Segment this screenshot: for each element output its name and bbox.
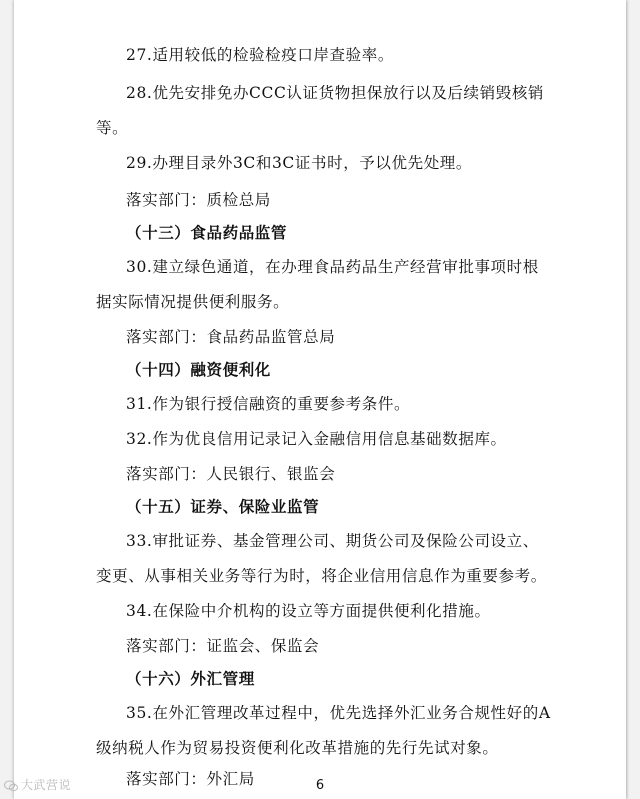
- item-31: 31.作为银行授信融资的重要参考条件。: [126, 395, 411, 413]
- item-35-line-2: 级纳税人作为贸易投资便利化改革措施的先行先试对象。: [96, 739, 499, 757]
- item-30-line-2: 据实际情况提供便利服务。: [96, 293, 290, 311]
- section-heading-16: （十六）外汇管理: [126, 669, 255, 688]
- item-28-line-2: 等。: [96, 119, 129, 137]
- item-27: 27.适用较低的检验检疫口岸查验率。: [126, 46, 394, 64]
- item-33-line-2: 变更、从事相关业务等行为时，将企业信用信息作为重要参考。: [96, 567, 547, 585]
- section-heading-14: （十四）融资便利化: [126, 360, 271, 379]
- watermark-text: 大武营说: [21, 778, 72, 792]
- section-heading-15: （十五）证券、保险业监管: [126, 497, 320, 516]
- dept-line-1: 落实部门：质检总局: [126, 191, 271, 209]
- item-29: 29.办理目录外3C和3C证书时，予以优先处理。: [126, 154, 472, 172]
- wechat-logo-icon: [4, 780, 18, 792]
- watermark: [4, 776, 71, 793]
- item-28-line-1: 28.优先安排免办CCC认证货物担保放行以及后续销毁核销: [126, 84, 545, 102]
- item-34: 34.在保险中介机构的设立等方面提供便利化措施。: [126, 602, 491, 620]
- dept-line-4: 落实部门：证监会、保监会: [126, 637, 320, 655]
- dept-line-2: 落实部门：食品药品监管总局: [126, 328, 336, 346]
- item-33-line-1: 33.审批证券、基金管理公司、期货公司及保险公司设立、: [126, 532, 539, 550]
- page-number: 6: [315, 778, 325, 793]
- dept-line-3: 落实部门：人民银行、银监会: [126, 465, 336, 483]
- dept-line-5: 落实部门：外汇局: [126, 770, 255, 788]
- item-32: 32.作为优良信用记录记入金融信用信息基础数据库。: [126, 430, 507, 448]
- document-page: [14, 0, 626, 799]
- section-heading-13: （十三）食品药品监管: [126, 223, 288, 242]
- item-35-line-1: 35.在外汇管理改革过程中，优先选择外汇业务合规性好的A: [126, 704, 551, 722]
- item-30-line-1: 30.建立绿色通道，在办理食品药品生产经营审批事项时根: [126, 258, 539, 276]
